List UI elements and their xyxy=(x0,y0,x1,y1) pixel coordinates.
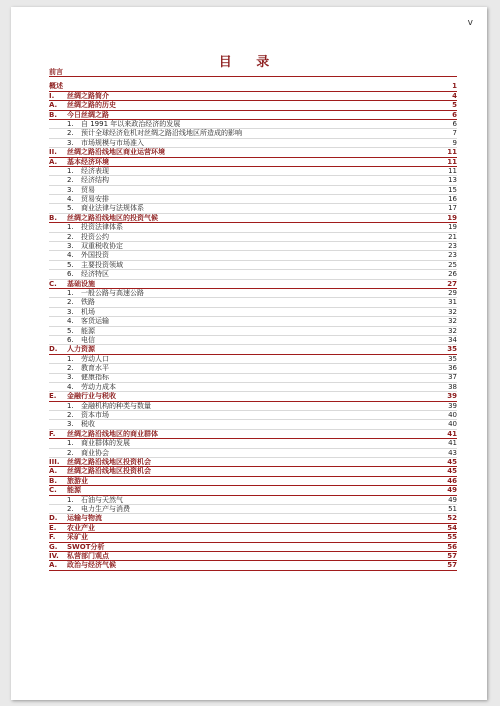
toc-entry-page: 41 xyxy=(447,429,457,438)
toc-entry-page: 35 xyxy=(448,354,457,363)
toc-entry-page: 56 xyxy=(447,542,457,551)
toc-entry-page: 25 xyxy=(448,260,457,269)
toc-entry-title: 商业群体的发展 xyxy=(81,439,130,448)
toc-entry-number: 2. xyxy=(67,411,74,420)
toc-entry-page: 34 xyxy=(448,335,457,344)
toc-entry-number: 1. xyxy=(67,495,74,504)
toc-entry-page: 49 xyxy=(447,486,457,495)
toc-entry[interactable] xyxy=(49,111,457,120)
toc-entry-page: 1 xyxy=(452,82,457,91)
toc-entry-title: 丝绸之路沿线地区的商业群体 xyxy=(67,429,158,438)
toc-entry-page: 27 xyxy=(447,279,457,288)
document-page xyxy=(11,7,487,700)
toc-entry[interactable] xyxy=(49,477,457,486)
toc-entry[interactable] xyxy=(49,486,457,495)
toc-entry-page: 19 xyxy=(447,213,457,222)
toc-entry-number: A. xyxy=(49,561,58,570)
toc-entry-title: 经济结构 xyxy=(81,176,109,185)
toc-entry-title: 丝绸之路沿线地区的投资气候 xyxy=(67,213,158,222)
toc-entry-title: 商业协会 xyxy=(81,448,109,457)
toc-entry[interactable] xyxy=(49,242,457,251)
toc-entry-number: D. xyxy=(49,345,58,354)
toc-entry-number: I. xyxy=(49,91,55,100)
toc-entry-number: C. xyxy=(49,279,57,288)
toc-entry-page: 54 xyxy=(447,523,457,532)
toc-entry[interactable] xyxy=(49,298,457,307)
toc-entry-title: 丝绸之路沿线地区商业运营环境 xyxy=(67,148,165,157)
toc-entry-number: 2. xyxy=(67,364,74,373)
toc-entry-page: 6 xyxy=(452,119,457,128)
toc-entry-number: 3. xyxy=(67,185,74,194)
toc-entry-page: 21 xyxy=(448,232,457,241)
toc-entry[interactable] xyxy=(49,129,457,138)
toc-entry-title: 金融机构的种类与数量 xyxy=(81,401,151,410)
toc-entry-title: 客货运输 xyxy=(81,317,109,326)
toc-entry[interactable] xyxy=(49,439,457,448)
toc-entry-page: 38 xyxy=(448,382,457,391)
toc-entry-page: 23 xyxy=(448,242,457,251)
toc-entry-title: 铁路 xyxy=(81,298,95,307)
toc-entry-number: 1. xyxy=(67,166,74,175)
toc-entry-page: 32 xyxy=(448,317,457,326)
toc-entry-page: 19 xyxy=(448,223,457,232)
toc-entry-number: 1. xyxy=(67,119,74,128)
toc-entry[interactable] xyxy=(49,336,457,345)
toc-entry-number: B. xyxy=(49,476,57,485)
toc-entry-number: 1. xyxy=(67,439,74,448)
toc-entry-number: 2. xyxy=(67,232,74,241)
toc-entry-number: E. xyxy=(49,523,57,532)
toc-entry-page: 23 xyxy=(448,251,457,260)
toc-entry-number: 6. xyxy=(67,270,74,279)
toc-entry[interactable] xyxy=(49,139,457,148)
toc-entry-title: 劳动力成本 xyxy=(81,382,116,391)
toc-entry-number: 1. xyxy=(67,223,74,232)
toc-entry-title: 电信 xyxy=(81,335,95,344)
toc-entry-number: 2. xyxy=(67,298,74,307)
toc-entry[interactable] xyxy=(49,186,457,195)
toc-entry-page: 11 xyxy=(448,166,457,175)
toc-entry-page: 49 xyxy=(448,495,457,504)
toc-entry-title: 经济表现 xyxy=(81,166,109,175)
toc-entry-number: 3. xyxy=(67,373,74,382)
toc-entry-page: 43 xyxy=(448,448,457,457)
toc-entry-page: 37 xyxy=(448,373,457,382)
toc-entry-number: F. xyxy=(49,533,56,542)
toc-entry[interactable] xyxy=(49,251,457,260)
toc-entry-number: 1. xyxy=(67,288,74,297)
toc-entry-page: 29 xyxy=(448,288,457,297)
toc-entry-page: 7 xyxy=(452,129,457,138)
toc-entry-page: 26 xyxy=(448,270,457,279)
toc-entry[interactable] xyxy=(49,355,457,364)
toc-entry-title: 外国投资 xyxy=(81,251,109,260)
toc-entry-title: 自 1991 年以来政治经济的发展 xyxy=(81,119,181,128)
toc-entry[interactable] xyxy=(49,561,457,570)
toc-entry-title: 能源 xyxy=(67,486,81,495)
toc-entry-page: 32 xyxy=(448,326,457,335)
toc-entry-page: 13 xyxy=(448,176,457,185)
toc-entry-number: A. xyxy=(49,157,58,166)
toc-entry[interactable] xyxy=(49,101,457,110)
toc-entry[interactable] xyxy=(49,280,457,289)
toc-entry-page: 35 xyxy=(447,345,457,354)
table-of-contents xyxy=(49,68,457,571)
toc-entry-page: 11 xyxy=(447,157,457,166)
toc-entry-title: 双重税收协定 xyxy=(81,242,123,251)
toc-entry-title: 金融行业与税收 xyxy=(67,392,116,401)
toc-entry-title: 丝绸之路沿线地区投资机会 xyxy=(67,458,151,466)
toc-entry-page: 6 xyxy=(452,110,457,119)
toc-entry[interactable] xyxy=(49,317,457,326)
toc-entry-number: 4. xyxy=(67,382,74,391)
toc-entry-title: 健康指标 xyxy=(81,373,109,382)
toc-entry-page: 11 xyxy=(447,148,457,157)
toc-entry[interactable] xyxy=(49,195,457,204)
toc-entry-page: 55 xyxy=(447,533,457,542)
toc-entry[interactable] xyxy=(49,214,457,223)
toc-entry-number: 2. xyxy=(67,448,74,457)
toc-entry-title: 教育水平 xyxy=(81,364,109,373)
toc-entry[interactable] xyxy=(49,289,457,298)
toc-entry-title: 石油与天然气 xyxy=(81,495,123,504)
toc-entry[interactable] xyxy=(49,82,457,91)
toc-entry-title: 资本市场 xyxy=(81,411,109,420)
toc-entry-title: 劳动人口 xyxy=(81,354,109,363)
toc-entry-number: F. xyxy=(49,429,56,438)
toc-entry-number: C. xyxy=(49,486,57,495)
toc-entry[interactable] xyxy=(49,374,457,383)
toc-entry-title: 基本经济环境 xyxy=(67,157,109,166)
toc-entry-title: 投资公约 xyxy=(81,232,109,241)
toc-entry[interactable] xyxy=(49,204,457,213)
toc-entry[interactable] xyxy=(49,345,457,354)
toc-entry-number: 3. xyxy=(67,307,74,316)
toc-entry-page: 31 xyxy=(448,298,457,307)
toc-entry-title: 市场规模与市场准入 xyxy=(81,138,144,147)
toc-entry-number: IV. xyxy=(49,551,59,560)
toc-entry[interactable] xyxy=(49,402,457,411)
toc-entry[interactable] xyxy=(49,420,457,429)
toc-entry[interactable] xyxy=(49,364,457,373)
toc-entry[interactable] xyxy=(49,392,457,401)
toc-entry[interactable] xyxy=(49,261,457,270)
toc-entry-title: 贸易 xyxy=(81,185,95,194)
toc-entry-title: 前言 xyxy=(49,68,63,76)
toc-entry-number: 3. xyxy=(67,138,74,147)
toc-entry-number: III. xyxy=(49,458,60,466)
toc-entry-number: 3. xyxy=(67,242,74,251)
toc-entry-number: 4. xyxy=(67,195,74,204)
toc-entry-title: 贸易安排 xyxy=(81,195,109,204)
toc-entry-title: 税收 xyxy=(81,420,95,429)
toc-entry[interactable] xyxy=(49,411,457,420)
toc-entry-number: 2. xyxy=(67,176,74,185)
toc-entry[interactable] xyxy=(49,176,457,185)
toc-entry-page: 52 xyxy=(447,514,457,523)
toc-entry-title: 私营部门观点 xyxy=(67,551,109,560)
toc-entry-page: 41 xyxy=(448,439,457,448)
toc-entry-number: 6. xyxy=(67,335,74,344)
toc-entry-title: 丝绸之路沿线地区投资机会 xyxy=(67,467,151,476)
toc-entry[interactable] xyxy=(49,158,457,167)
toc-entry-page: 5 xyxy=(452,101,457,110)
toc-entry-title: 一般公路与高速公路 xyxy=(81,288,144,297)
toc-entry-title: 投资法律体系 xyxy=(81,223,123,232)
toc-entry-page: 32 xyxy=(448,307,457,316)
toc-entry-title: 电力生产与消费 xyxy=(81,504,130,513)
toc-entry[interactable] xyxy=(49,223,457,232)
toc-entry-number: 5. xyxy=(67,204,74,213)
page-number: v xyxy=(467,18,473,28)
toc-entry-title: 概述 xyxy=(49,82,63,91)
toc-entry-page: 36 xyxy=(448,364,457,373)
toc-entry-title: 今日丝绸之路 xyxy=(67,110,109,119)
toc-entry-page: 45 xyxy=(447,467,457,476)
toc-entry[interactable] xyxy=(49,148,457,157)
toc-entry-title: 预计全球经济危机对丝绸之路沿线地区所造成的影响 xyxy=(81,129,242,138)
toc-entry[interactable] xyxy=(49,467,457,476)
toc-entry-title: 丝绸之路简介 xyxy=(67,91,109,100)
toc-entry-page: 51 xyxy=(448,504,457,513)
toc-entry-title: 农业产业 xyxy=(67,523,95,532)
toc-entry-title: 商业法律与法规体系 xyxy=(81,204,144,213)
toc-entry-number: 4. xyxy=(67,317,74,326)
toc-entry[interactable] xyxy=(49,543,457,552)
toc-entry[interactable] xyxy=(49,383,457,392)
toc-entry-title: 政治与经济气候 xyxy=(67,561,116,570)
toc-entry-number: 1. xyxy=(67,354,74,363)
toc-entry-title: 机场 xyxy=(81,307,95,316)
toc-entry[interactable] xyxy=(49,458,457,467)
toc-entry-page: 9 xyxy=(452,138,457,147)
toc-entry-number: 2. xyxy=(67,129,74,138)
toc-entry-number: 5. xyxy=(67,326,74,335)
toc-entry-number: 4. xyxy=(67,251,74,260)
toc-entry-number: A. xyxy=(49,467,58,476)
toc-entry-title: SWOT分析 xyxy=(67,542,105,551)
toc-entry-number: D. xyxy=(49,514,58,523)
toc-entry-title: 人力资源 xyxy=(67,345,95,354)
toc-entry[interactable] xyxy=(49,308,457,317)
toc-entry-title: 经济特区 xyxy=(81,270,109,279)
toc-entry-page: 4 xyxy=(452,91,457,100)
toc-entry-number: B. xyxy=(49,213,57,222)
toc-title: 目 录 xyxy=(218,55,280,70)
toc-entry-number: 3. xyxy=(67,420,74,429)
toc-entry[interactable] xyxy=(49,270,457,279)
toc-entry[interactable] xyxy=(49,68,457,77)
toc-entry-number: 1. xyxy=(67,401,74,410)
toc-entry-title: 基础设施 xyxy=(67,279,95,288)
toc-entry-page: 40 xyxy=(448,411,457,420)
toc-entry[interactable] xyxy=(49,327,457,336)
toc-entry-page: 46 xyxy=(447,476,457,485)
toc-entry-number: 2. xyxy=(67,504,74,513)
toc-entry-page: 16 xyxy=(448,195,457,204)
toc-entry-page: 39 xyxy=(447,392,457,401)
toc-entry-number: A. xyxy=(49,101,58,110)
toc-entry-number: 5. xyxy=(67,260,74,269)
toc-entry-number: G. xyxy=(49,542,58,551)
toc-entry[interactable] xyxy=(49,120,457,129)
toc-entry-page: 40 xyxy=(448,420,457,429)
toc-entry-page: 57 xyxy=(447,561,457,570)
toc-entry[interactable] xyxy=(49,505,457,514)
toc-entry-title: 旅游业 xyxy=(67,476,88,485)
toc-entry-title: 丝绸之路的历史 xyxy=(67,101,116,110)
toc-entry[interactable] xyxy=(49,430,457,439)
toc-entry-number: II. xyxy=(49,148,57,157)
toc-entry[interactable] xyxy=(49,496,457,505)
toc-entry-title: 运输与物流 xyxy=(67,514,102,523)
toc-entry[interactable] xyxy=(49,514,457,523)
toc-entry[interactable] xyxy=(49,524,457,533)
toc-entry-page: 45 xyxy=(447,458,457,466)
toc-entry-title: 采矿业 xyxy=(67,533,88,542)
toc-entry[interactable] xyxy=(49,233,457,242)
toc-entry[interactable] xyxy=(49,167,457,176)
toc-entry-title: 能源 xyxy=(81,326,95,335)
toc-entry-page: 17 xyxy=(448,204,457,213)
toc-entry-page: 15 xyxy=(448,185,457,194)
toc-entry-number: B. xyxy=(49,110,57,119)
toc-entry[interactable] xyxy=(49,552,457,561)
toc-entry-page: 39 xyxy=(448,401,457,410)
toc-entry[interactable] xyxy=(49,92,457,101)
toc-entry[interactable] xyxy=(49,449,457,458)
toc-entry-title: 主要投资领域 xyxy=(81,260,123,269)
toc-entry-number: E. xyxy=(49,392,57,401)
toc-entry-page: 57 xyxy=(447,551,457,560)
toc-entry[interactable] xyxy=(49,533,457,542)
